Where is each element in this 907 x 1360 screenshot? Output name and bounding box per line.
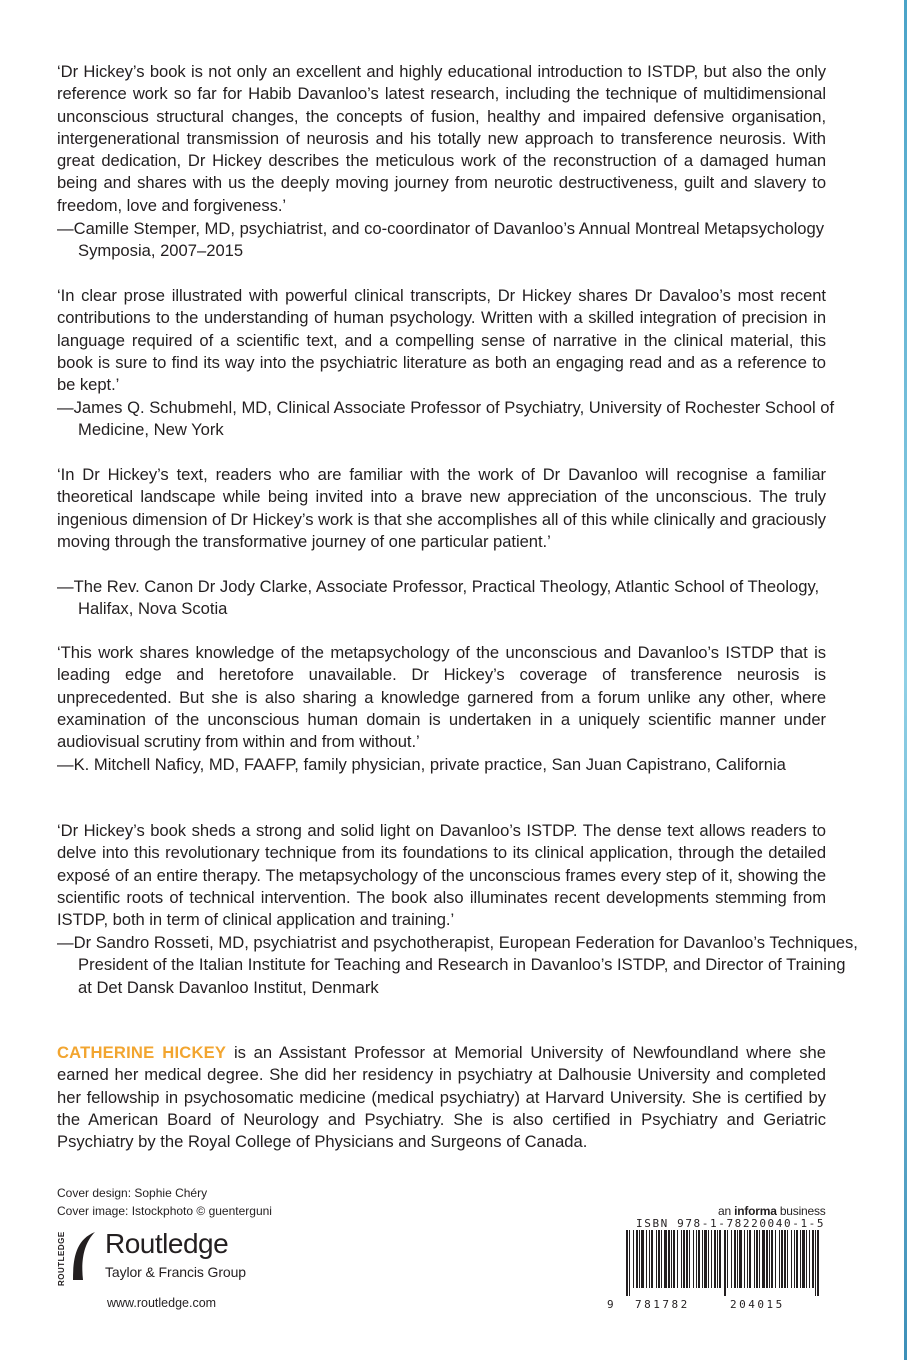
barcode-bar xyxy=(671,1230,672,1288)
publisher-name: Routledge xyxy=(105,1228,229,1259)
quote-5-attribution: —Dr Sandro Rosseti, MD, psychiatrist and psychotherapist, European Federation for Davanloo’s Techniques, President of the Italian Institute for Teaching and Research in Davanloo’s ISTDP, and Director of Training at Det Dansk Davanloo Institut, Denmark xyxy=(57,933,858,997)
barcode-bar xyxy=(717,1230,718,1288)
barcode-bar xyxy=(698,1230,700,1288)
barcode-bar xyxy=(787,1230,788,1288)
barcode-bar xyxy=(661,1230,662,1288)
quote-2-attribution: —James Q. Schubmehl, MD, Clinical Associate Professor of Psychiatry, University of Rochester School of Medicine, New York xyxy=(57,398,835,440)
barcode-bar xyxy=(802,1230,805,1288)
barcode-bar xyxy=(708,1230,709,1288)
barcode-bar xyxy=(756,1230,758,1288)
barcode-bar xyxy=(639,1230,640,1288)
barcode-bar xyxy=(749,1230,751,1288)
barcode-bar xyxy=(794,1230,795,1288)
author-bio-text: is an Assistant Professor at Memorial University of Newfoundland where she earned her medical degree. She did her residency in psychiatry at Dalhousie University and completed her fellowship in psychosomatic medicine (medical psychiatry) at Harvard University. She is certified by the American Board of Neurology and Psychiatry. She is also certified in Psychiatry and Geriatric Psychiatry by the Royal College of Physicians and Surgeons of Canada. xyxy=(57,1043,826,1152)
barcode-bar xyxy=(737,1230,738,1288)
barcode-bar xyxy=(744,1230,745,1288)
barcode-bar xyxy=(779,1230,780,1288)
barcode-bar xyxy=(806,1230,807,1288)
barcode-bar xyxy=(656,1230,657,1288)
publisher-website[interactable]: www.routledge.com xyxy=(107,1296,217,1310)
barcode-bar xyxy=(696,1230,697,1288)
quote-5-text: ‘Dr Hickey’s book sheds a strong and solid light on Davanloo’s ISTDP. The dense text allows readers to delve into this revolutionary technique from its foundations to its clinical application, through the detailed exposé of an entire therapy. The metapsychology of the unconscious frames every step of it, showing the scientific roots of technical intervention. The book also illuminates recent developments stemming from ISTDP, both in term of clinical application and training.’ xyxy=(57,821,826,930)
barcode-bar xyxy=(731,1230,732,1288)
barcode-bar xyxy=(683,1230,685,1288)
barcode-digits-right: 204015 xyxy=(730,1298,785,1311)
barcode-bar xyxy=(629,1230,630,1296)
barcode-bar xyxy=(809,1230,810,1288)
barcode-bar xyxy=(781,1230,783,1288)
barcode-bar xyxy=(724,1230,726,1296)
barcode-bar xyxy=(686,1230,688,1288)
quote-2-text: ‘In clear prose illustrated with powerful clinical transcripts, Dr Hickey shares Dr Davaloo’s most recent contributions to the understanding of human psychology. Written with a skilled integration of precision in language required of a scientific text, and a compelling sense of narrative in the clinical material, this book is sure to find its way into the psychiatric literature as both an engaging read and as a reference to be kept.’ xyxy=(57,286,826,395)
barcode-bar xyxy=(769,1230,770,1288)
barcode-bar xyxy=(739,1230,742,1288)
barcode-bar xyxy=(626,1230,628,1296)
barcode-bar xyxy=(641,1230,644,1288)
isbn-barcode xyxy=(624,1230,824,1298)
barcode-bar xyxy=(664,1230,667,1288)
barcode-bar xyxy=(711,1230,712,1288)
barcode-bar xyxy=(815,1230,816,1296)
barcode-bar xyxy=(668,1230,670,1288)
author-name: CATHERINE HICKEY xyxy=(57,1043,227,1062)
publisher-group: Taylor & Francis Group xyxy=(105,1264,246,1280)
barcode-bar xyxy=(649,1230,650,1288)
cover-image-credit: Cover image: Istockphoto © guenterguni xyxy=(57,1204,272,1218)
barcode-bar xyxy=(766,1230,768,1288)
barcode-bar xyxy=(651,1230,653,1288)
barcode-bar xyxy=(759,1230,760,1288)
barcode-digits-left: 781782 xyxy=(635,1298,690,1311)
barcode-bar xyxy=(702,1230,703,1288)
barcode-bar xyxy=(754,1230,755,1288)
quote-4-text: ‘This work shares knowledge of the metapsychology of the unconscious and Davanloo’s ISTDP that is leading edge and heretofore unavailable. Dr Hickey’s coverage of transference neurosis is unprecedented. But she is also sharing a knowledge garnered from a forum unlike any other, where examination of the unconscious human domain is undertaken in a uniquely scientific manner under audiovisual scrutiny from within and from without.’ xyxy=(57,643,826,752)
barcode-bar xyxy=(677,1230,678,1288)
barcode-bar xyxy=(734,1230,736,1288)
quote-3-attribution: —The Rev. Canon Dr Jody Clarke, Associate Professor, Practical Theology, Atlantic School of Theology, Halifax, Nova Scotia xyxy=(57,577,820,619)
barcode-bar xyxy=(673,1230,675,1288)
barcode-bar xyxy=(714,1230,716,1288)
barcode-bar xyxy=(784,1230,786,1288)
author-bio xyxy=(57,1042,826,1153)
informa-tagline: an informa business xyxy=(718,1204,826,1218)
barcode-bar xyxy=(817,1230,819,1296)
barcode-bar xyxy=(633,1230,634,1288)
barcode-digit-first: 9 xyxy=(607,1298,617,1311)
barcode-bar xyxy=(771,1230,773,1288)
barcode-bar xyxy=(791,1230,792,1288)
barcode-bar xyxy=(636,1230,638,1288)
quote-1-text: ‘Dr Hickey’s book is not only an excellent and highly educational introduction to ISTDP, but also the only reference work so far for Habib Davanloo’s latest research, including the technique of multidimensional unconscious structural changes, the concepts of fusion, healthy and impaired defensive organisation, intergenerational transmission of neurosis and his totally new approach to transference neurosis. With great dedication, Dr Hickey describes the meticulous work of the reconstruction of a damaged human being and shares with us the deeply moving journey from neurotic destructiveness, guilt and slavery to freedom, love and forgiveness.’ xyxy=(57,62,826,215)
quote-1-attribution: —Camille Stemper, MD, psychiatrist, and co-coordinator of Davanloo’s Annual Montreal Metapsychology Symposia, 2007–2015 xyxy=(57,219,825,261)
routledge-vertical-mark: ROUTLEDGE xyxy=(57,1231,66,1286)
quote-3-text: ‘In Dr Hickey’s text, readers who are familiar with the work of Dr Davanloo will recognise a familiar theoretical landscape while being invited into a brave new appreciation of the unconscious. The truly ingenious dimension of Dr Hickey’s work is that she accomplishes all of this while clinically and graciously moving through the transformative journey of one particular patient.’ xyxy=(57,465,826,551)
barcode-bar xyxy=(762,1230,765,1288)
routledge-swoosh-icon xyxy=(69,1230,99,1282)
barcode-bar xyxy=(796,1230,798,1288)
barcode-bar xyxy=(704,1230,707,1288)
barcode-bar xyxy=(775,1230,776,1288)
publisher-logo xyxy=(57,1228,297,1288)
barcode-bar xyxy=(747,1230,748,1288)
barcode-bar xyxy=(719,1230,721,1288)
isbn-label: ISBN 978-1-78220040-1-5 xyxy=(636,1217,826,1230)
barcode-bar xyxy=(693,1230,694,1288)
quote-4-attribution: —K. Mitchell Naficy, MD, FAAFP, family physician, private practice, San Juan Capistrano, California xyxy=(57,755,786,774)
barcode-bar xyxy=(681,1230,682,1288)
cover-design-credit: Cover design: Sophie Chéry xyxy=(57,1186,208,1200)
barcode-bar xyxy=(727,1230,728,1288)
cover-credits xyxy=(57,1184,272,1220)
barcode-bar xyxy=(800,1230,801,1288)
barcode-bar xyxy=(658,1230,660,1288)
barcode-bar xyxy=(646,1230,647,1288)
barcode-bar xyxy=(689,1230,690,1288)
barcode-bar xyxy=(812,1230,814,1288)
